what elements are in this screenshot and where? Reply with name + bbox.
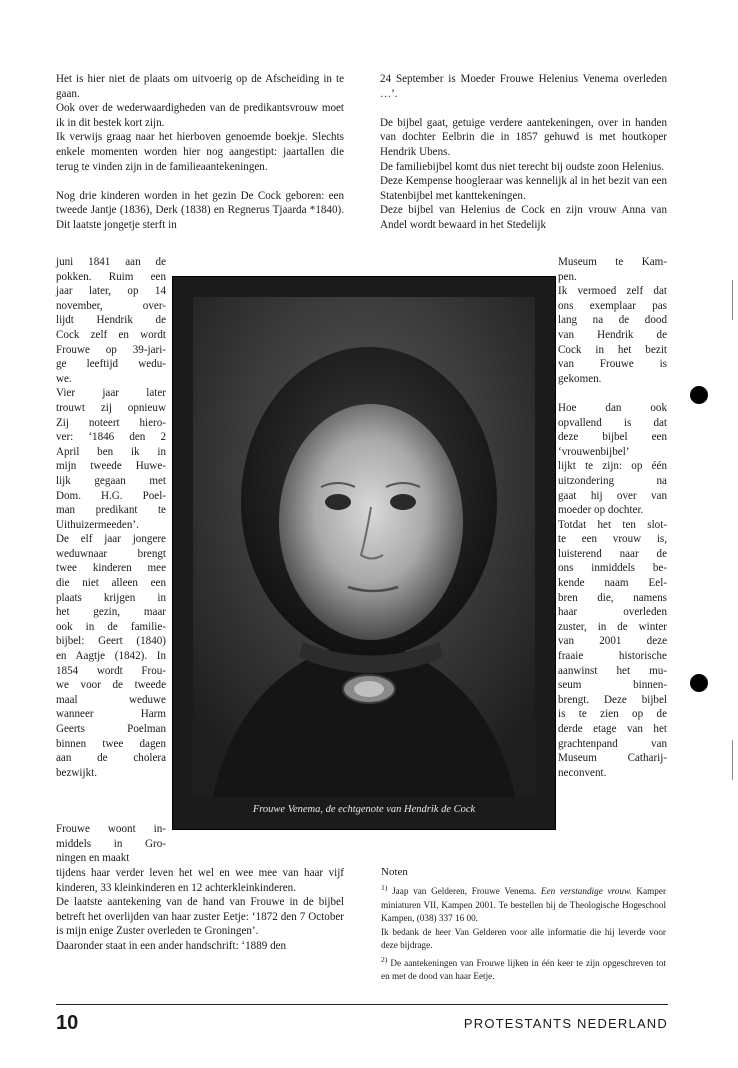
text-line: november, over- — [56, 299, 166, 312]
left-column-top — [56, 72, 344, 233]
portrait-photo — [193, 297, 535, 797]
footnote-text: De aantekeningen van Frouwe lijken in één keer te zijn opgeschreven tot en met de dood van haar Eetje. — [381, 957, 666, 981]
text-line: Dom. H.G. Poel- — [56, 489, 166, 502]
text-line: binnen twee dagen — [56, 737, 166, 750]
text-line: ‘vrouwenbijbel’ — [558, 445, 630, 458]
text-line: haar overleden — [558, 606, 667, 619]
page-number: 10 — [56, 1012, 79, 1034]
text-line: lang na de dood — [558, 314, 667, 327]
text-line: fraaie historische — [558, 650, 667, 663]
text-line: jaar later, op 14 — [56, 285, 166, 298]
paragraph: De laatste aantekening van de hand van Frouwe in de bijbel betreft het overlijden van haar zuster Eetje: ‘1872 den 7 October is mijn enige Zuster overleden te Groningen’. — [56, 896, 344, 938]
text-line: van Frouwe is — [558, 358, 667, 371]
text-line: van 2001 deze — [558, 635, 667, 648]
text-line: ningen en maakt — [56, 852, 130, 865]
magazine-name: PROTESTANTS NEDERLAND — [463, 1016, 668, 1031]
left-narrow-column — [56, 255, 166, 780]
text-line: die niet alleen een — [56, 577, 166, 590]
text-line: Cock in het bezit — [558, 343, 667, 356]
text-line: bezwijkt. — [56, 766, 97, 779]
text-line — [558, 386, 667, 401]
footnote-1 — [381, 881, 666, 925]
text-line: Frouwe woont in- — [56, 823, 166, 835]
paragraph: Ook over de wederwaardigheden van de predikantsvrouw moet ik in dit bestek kort zijn. — [56, 102, 344, 129]
text-line: aanwinst het mu- — [558, 664, 667, 677]
footnotes — [381, 866, 666, 983]
paragraph: Het is hier niet de plaats om uitvoerig op de Afscheiding in te gaan. — [56, 73, 344, 100]
text-line: De elf jaar jongere — [56, 533, 166, 546]
text-line: Hoe dan ook — [558, 401, 667, 414]
text-line: luisterend naar de — [558, 547, 667, 560]
text-line: ons inmiddels be- — [558, 562, 667, 575]
paragraph: Deze bijbel van Helenius de Cock en zijn vrouw Anna van Andel wordt bewaard in het Stedelijk — [380, 204, 667, 231]
text-line: is te zien op de — [558, 708, 667, 721]
text-line: ook in de familie- — [56, 620, 166, 633]
binder-hole — [690, 674, 708, 692]
paragraph: De bijbel gaat, getuige verdere aantekeningen, over in handen van dochter Eelbrin die in 1857 gehuwd is met houtkoper Hendrik Ubens. — [380, 116, 667, 158]
text-line: opvallend is dat — [558, 416, 667, 429]
portrait-illustration — [193, 297, 535, 797]
text-line: weduwnaar brengt — [56, 547, 166, 560]
text-line: ons exemplaar pas — [558, 299, 667, 312]
text-line: lijk gegaan met — [56, 474, 166, 487]
notes-title: Noten — [381, 866, 408, 878]
text-line: juni 1841 aan de — [56, 256, 166, 268]
portrait-photo-frame — [172, 276, 556, 830]
photo-caption: Frouwe Venema, de echtgenote van Hendrik de Cock — [252, 804, 476, 815]
text-line: en Aagtje (1842). In — [56, 650, 166, 663]
text-line: zuster, in de winter — [558, 620, 667, 633]
text-line: maal weduwe — [56, 693, 166, 706]
text-line: bijbel: Geert (1840) — [56, 635, 166, 648]
text-line: wanneer Harm — [56, 708, 166, 721]
paragraph: 24 September is Moeder Frouwe Helenius Venema overleden …’. — [380, 73, 667, 100]
text-line: moeder op dochter. — [558, 504, 644, 517]
right-narrow-column — [558, 255, 667, 780]
text-line: pen. — [558, 270, 577, 283]
text-line: Uithuizermeeden’. — [56, 518, 139, 531]
footnote-text: Jaap van Gelderen, Frouwe Venema. — [387, 886, 541, 897]
text-line: Zij noteert hiero- — [56, 416, 166, 429]
text-line: Ik vermoed zelf dat — [558, 285, 667, 298]
text-line: plaats krijgen in — [56, 591, 166, 604]
text-line: mijn tweede Huwe- — [56, 460, 166, 473]
footnote-ref: 1) — [381, 883, 388, 893]
text-line: grachtenpand van — [558, 737, 667, 750]
text-line: we voor de tweede — [56, 679, 166, 692]
text-line: van Hendrik de — [558, 328, 667, 341]
text-line: aan de cholera — [56, 752, 166, 765]
footnote-ref: 2) — [381, 954, 388, 964]
text-line: man predikant te — [56, 504, 166, 517]
text-line: derde etage van het — [558, 723, 667, 735]
paragraph: Daaronder staat in een ander handschrift: ‘1889 den — [56, 939, 287, 952]
text-line: lijdt Hendrik de — [56, 314, 166, 327]
text-line: trouwt zij opnieuw — [56, 401, 166, 414]
text-line: middels in Gro- — [56, 837, 166, 850]
paragraph: Ik verwijs graag naar het hierboven genoemde boekje. Slechts enkele momenten worden hier nog aangestipt: jaartallen die terug te vinden zijn in de familieaantekeningen. — [56, 131, 344, 173]
text-line: uitzondering na — [558, 474, 667, 487]
paragraph: Deze Kempense hoogleraar was kennelijk al in het bezit van een Statenbijbel met kanttekeningen. — [380, 175, 667, 202]
left-column-bottom — [56, 866, 344, 954]
text-line: twee kinderen mee — [56, 562, 166, 575]
footnote-book-title: Een verstandige vrouw. — [540, 886, 632, 897]
paragraph: tijdens haar verder leven het wel en wee mee van haar vijf kinderen, 33 kleinkinderen en 12 achterkleinkinderen. — [56, 867, 344, 894]
text-line: Museum te Kam- — [558, 256, 667, 268]
text-line: April ben ik in — [56, 445, 166, 458]
text-line: lijkt te zijn: op één — [558, 460, 667, 473]
text-line: brengt. Deze bijbel — [558, 693, 667, 706]
text-line: het gezin, maar — [56, 606, 166, 619]
right-column-top — [380, 72, 667, 233]
text-line: gekomen. — [558, 372, 602, 385]
left-bottom-narrow-column — [56, 822, 166, 866]
text-line: neconvent. — [558, 766, 607, 779]
text-line: te een vrouw is, — [558, 533, 667, 546]
paragraph: Nog drie kinderen worden in het gezin De Cock geboren: een tweede Jantje (1836), Derk (1838) en Regnerus Tjaarda *1840). Dit laatste jongetje sterft in — [56, 189, 344, 231]
text-line: Vier jaar later — [56, 387, 166, 400]
text-line: pokken. Ruim een — [56, 270, 166, 283]
footer-rule — [56, 1004, 668, 1005]
footnote-thanks: Ik bedank de heer Van Gelderen voor alle informatie die hij leverde voor deze bijdrage. — [381, 926, 666, 951]
scan-mark — [732, 280, 733, 320]
binder-hole — [690, 386, 708, 404]
text-line: bren die, namens — [558, 591, 667, 604]
text-line: ver: ‘1846 den 2 — [56, 431, 166, 444]
text-line: kende naam Eel- — [558, 577, 667, 590]
text-line: Totdat het ten slot- — [558, 518, 667, 531]
text-line: gaat hij over van — [558, 489, 667, 502]
text-line: ge leeftijd wedu- — [56, 358, 166, 371]
text-line: Cock zelf en wordt — [56, 328, 166, 341]
text-line: deze bijbel een — [558, 431, 667, 444]
footnote-text: Kamper miniaturen VII, Kampen 2001. Te bestellen bij de Theologische Hogeschool Kampen, (038) 337 16 00. — [381, 886, 667, 924]
text-line: Geerts Poelman — [56, 723, 166, 735]
paragraph: De familiebijbel komt dus niet terecht bij oudste zoon Helenius. — [380, 160, 665, 173]
text-line: Frouwe op 39-jari- — [56, 343, 166, 356]
text-line: Museum Catharij- — [558, 752, 667, 765]
footnote-2 — [381, 953, 666, 984]
text-line: seum binnen- — [558, 679, 667, 692]
scan-mark — [732, 740, 733, 780]
text-line: we. — [56, 372, 72, 385]
text-line: 1854 wordt Frou- — [56, 664, 166, 677]
